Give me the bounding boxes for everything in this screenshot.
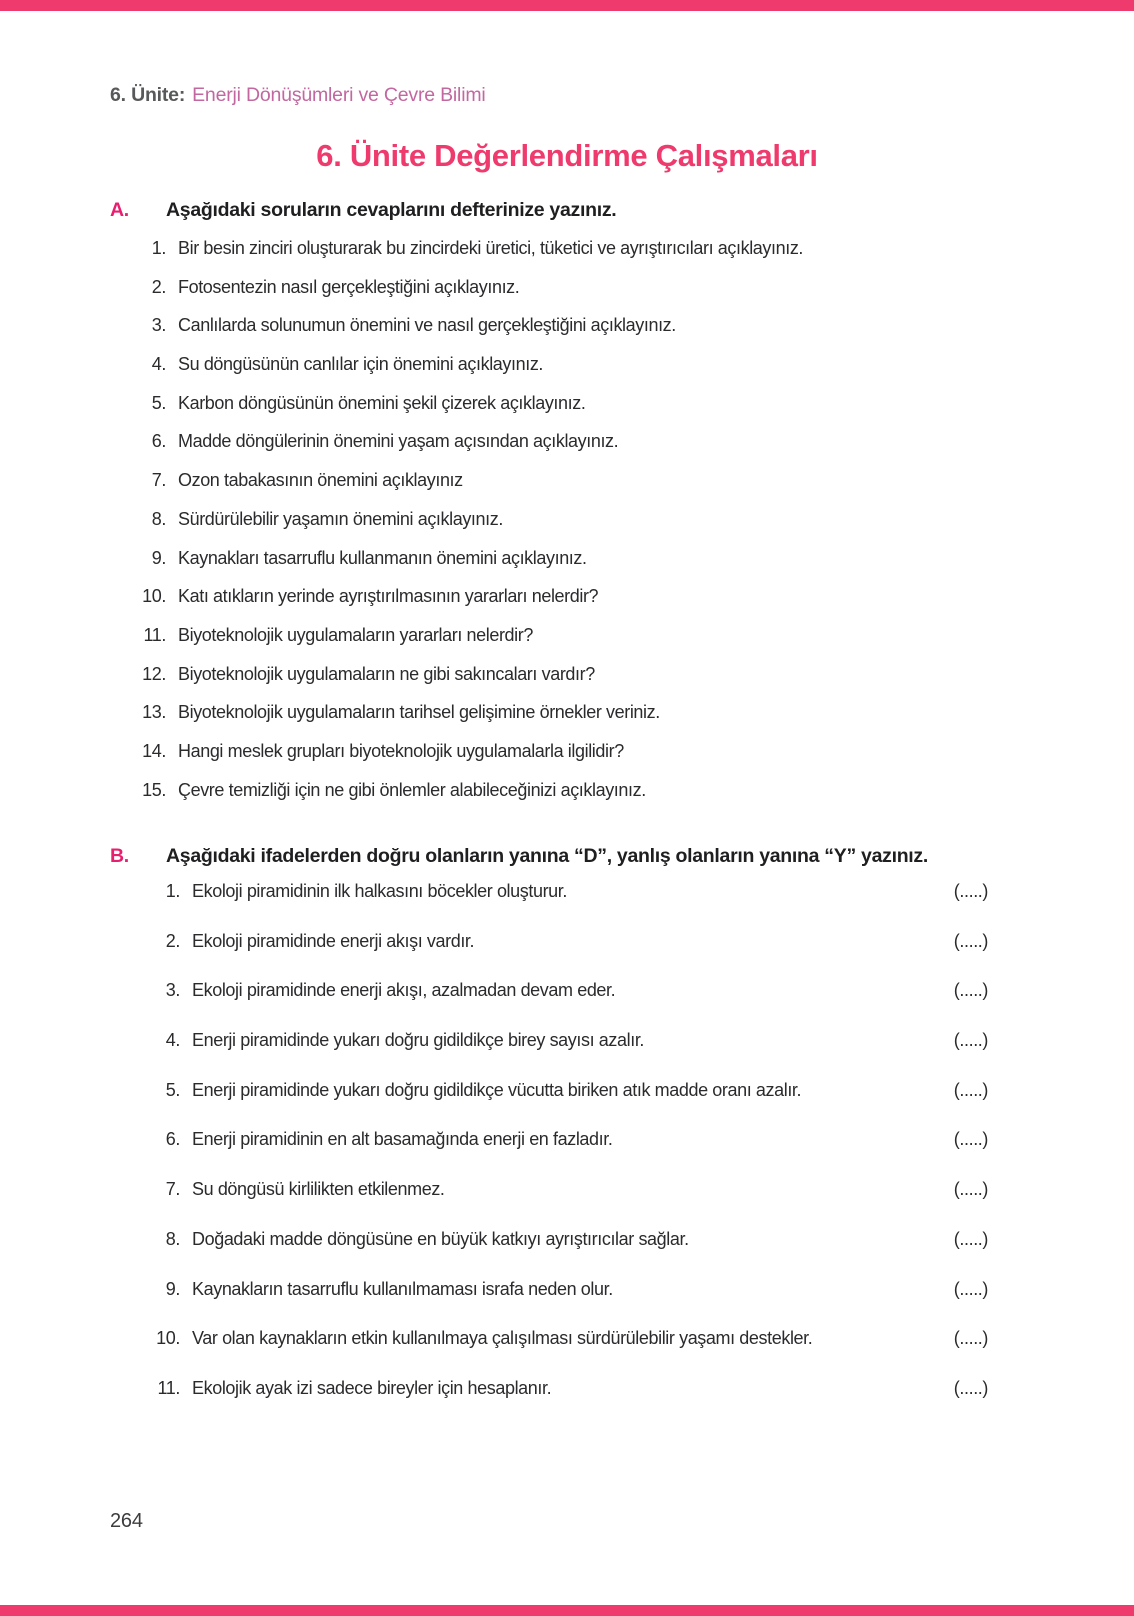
item-text: Canlılarda solunumun önemini ve nasıl gerçekleştiğini açıklayınız. xyxy=(178,315,676,336)
answer-blank: (.....) xyxy=(953,1328,988,1349)
item-text: Biyoteknolojik uygulamaların ne gibi sakıncaları vardır? xyxy=(178,663,595,684)
item-number: 14. xyxy=(142,740,166,761)
question-item xyxy=(110,237,1074,276)
item-text: Kaynakların tasarruflu kullanılmaması israfa neden olur. xyxy=(192,1278,613,1299)
question-item xyxy=(110,779,1074,818)
question-item xyxy=(110,430,1074,469)
item-text: Fotosentezin nasıl gerçekleştiğini açıklayınız. xyxy=(178,276,520,297)
item-number: 5. xyxy=(165,1079,180,1100)
unit-title: Enerji Dönüşümleri ve Çevre Bilimi xyxy=(192,84,486,106)
item-number: 5. xyxy=(151,392,166,413)
question-item xyxy=(110,276,1074,315)
item-number: 4. xyxy=(151,354,166,375)
item-number: 1. xyxy=(151,238,166,258)
statement-item xyxy=(110,1029,988,1079)
question-item xyxy=(110,701,1074,740)
item-number: 6. xyxy=(165,1129,180,1150)
question-item xyxy=(110,469,1074,508)
top-accent-bar xyxy=(0,0,1134,11)
item-number: 15. xyxy=(142,779,166,800)
item-text: Hangi meslek grupları biyoteknolojik uygulamalarla ilgilidir? xyxy=(178,740,624,761)
question-item xyxy=(110,585,1074,624)
answer-blank: (.....) xyxy=(953,1030,988,1051)
statement-item xyxy=(110,1178,988,1228)
question-item xyxy=(110,624,1074,663)
unit-label: 6. Ünite: xyxy=(110,84,186,106)
item-number: 11. xyxy=(143,624,166,645)
section-a-instruction: Aşağıdaki soruların cevaplarını defterinize yazınız. xyxy=(166,199,617,221)
section-b-statement-list xyxy=(110,880,988,1427)
answer-blank: (.....) xyxy=(953,1129,988,1150)
bottom-accent-bar xyxy=(0,1605,1134,1616)
statement-item xyxy=(110,1228,988,1278)
statement-item xyxy=(110,930,988,980)
answer-blank: (.....) xyxy=(953,930,988,951)
item-number: 13. xyxy=(142,702,166,723)
item-number: 1. xyxy=(165,881,180,901)
item-number: 6. xyxy=(151,431,166,452)
item-text: Enerji piramidinde yukarı doğru gidildikçe birey sayısı azalır. xyxy=(192,1030,645,1051)
statement-item xyxy=(110,1278,988,1328)
item-text: Biyoteknolojik uygulamaların yararları nelerdir? xyxy=(178,624,533,645)
question-item xyxy=(110,663,1074,702)
item-number: 3. xyxy=(165,980,180,1001)
page-number: 264 xyxy=(110,1510,143,1532)
statement-item xyxy=(110,1128,988,1178)
item-text: Ekoloji piramidinde enerji akışı vardır. xyxy=(192,930,475,951)
answer-blank: (.....) xyxy=(953,1228,988,1249)
statement-item xyxy=(110,979,988,1029)
item-text: Ozon tabakasının önemini açıklayınız xyxy=(178,470,463,491)
item-text: Ekoloji piramidinde enerji akışı, azalmadan devam eder. xyxy=(192,980,616,1001)
item-text: Biyoteknolojik uygulamaların tarihsel gelişimine örnekler veriniz. xyxy=(178,702,660,723)
item-text: Çevre temizliği için ne gibi önlemler alabileceğinizi açıklayınız. xyxy=(178,779,646,800)
item-number: 8. xyxy=(151,508,166,529)
item-text: Enerji piramidinin en alt basamağında enerji en fazladır. xyxy=(192,1129,613,1150)
section-b-header xyxy=(110,845,1034,868)
question-item xyxy=(110,353,1074,392)
running-head xyxy=(110,84,486,107)
question-item xyxy=(110,392,1074,431)
section-a-question-list xyxy=(110,237,1074,817)
item-text: Bir besin zinciri oluşturarak bu zincirdeki üretici, tüketici ve ayrıştırıcıları açıklayınız. xyxy=(178,238,804,258)
statement-item xyxy=(110,1327,988,1377)
section-b-instruction: Aşağıdaki ifadelerden doğru olanların yanına “D”, yanlış olanların yanına “Y” yazınız. xyxy=(166,845,928,867)
item-number: 10. xyxy=(142,586,166,607)
item-number: 12. xyxy=(142,663,166,684)
item-number: 4. xyxy=(165,1030,180,1051)
section-a-header xyxy=(110,199,1034,222)
item-text: Karbon döngüsünün önemini şekil çizerek açıklayınız. xyxy=(178,392,586,413)
answer-blank: (.....) xyxy=(953,1278,988,1299)
page-title: 6. Ünite Değerlendirme Çalışmaları xyxy=(316,138,818,173)
item-text: Var olan kaynakların etkin kullanılmaya çalışılması sürdürülebilir yaşamı destekler. xyxy=(192,1328,813,1349)
item-number: 2. xyxy=(151,276,166,297)
section-a-letter: A. xyxy=(110,199,129,221)
item-text: Su döngüsü kirlilikten etkilenmez. xyxy=(192,1179,445,1200)
statement-item xyxy=(110,880,988,930)
item-text: Sürdürülebilir yaşamın önemini açıklayınız. xyxy=(178,508,503,529)
question-item xyxy=(110,508,1074,547)
answer-blank: (.....) xyxy=(953,881,988,901)
item-text: Su döngüsünün canlılar için önemini açıklayınız. xyxy=(178,354,544,375)
item-text: Kaynakları tasarruflu kullanmanın önemini açıklayınız. xyxy=(178,547,587,568)
item-number: 7. xyxy=(151,470,166,491)
statement-item xyxy=(110,1079,988,1129)
answer-blank: (.....) xyxy=(953,980,988,1001)
item-number: 10. xyxy=(156,1328,180,1349)
item-number: 2. xyxy=(165,930,180,951)
question-item xyxy=(110,740,1074,779)
question-item xyxy=(110,547,1074,586)
item-number: 8. xyxy=(165,1228,180,1249)
item-number: 9. xyxy=(151,547,166,568)
section-b-letter: B. xyxy=(110,845,129,867)
item-number: 11. xyxy=(157,1377,180,1398)
item-number: 9. xyxy=(165,1278,180,1299)
item-number: 7. xyxy=(165,1179,180,1200)
item-number: 3. xyxy=(151,315,166,336)
item-text: Doğadaki madde döngüsüne en büyük katkıyı ayrıştırıcılar sağlar. xyxy=(192,1228,689,1249)
item-text: Enerji piramidinde yukarı doğru gidildikçe vücutta biriken atık madde oranı azalır. xyxy=(192,1079,802,1100)
question-item xyxy=(110,314,1074,353)
answer-blank: (.....) xyxy=(953,1179,988,1200)
item-text: Katı atıkların yerinde ayrıştırılmasının yararları nelerdir? xyxy=(178,586,599,607)
answer-blank: (.....) xyxy=(953,1377,988,1398)
item-text: Ekolojik ayak izi sadece bireyler için hesaplanır. xyxy=(192,1377,552,1398)
statement-item xyxy=(110,1377,988,1427)
item-text: Madde döngülerinin önemini yaşam açısından açıklayınız. xyxy=(178,431,619,452)
item-text: Ekoloji piramidinin ilk halkasını böcekler oluşturur. xyxy=(192,881,567,901)
answer-blank: (.....) xyxy=(953,1079,988,1100)
